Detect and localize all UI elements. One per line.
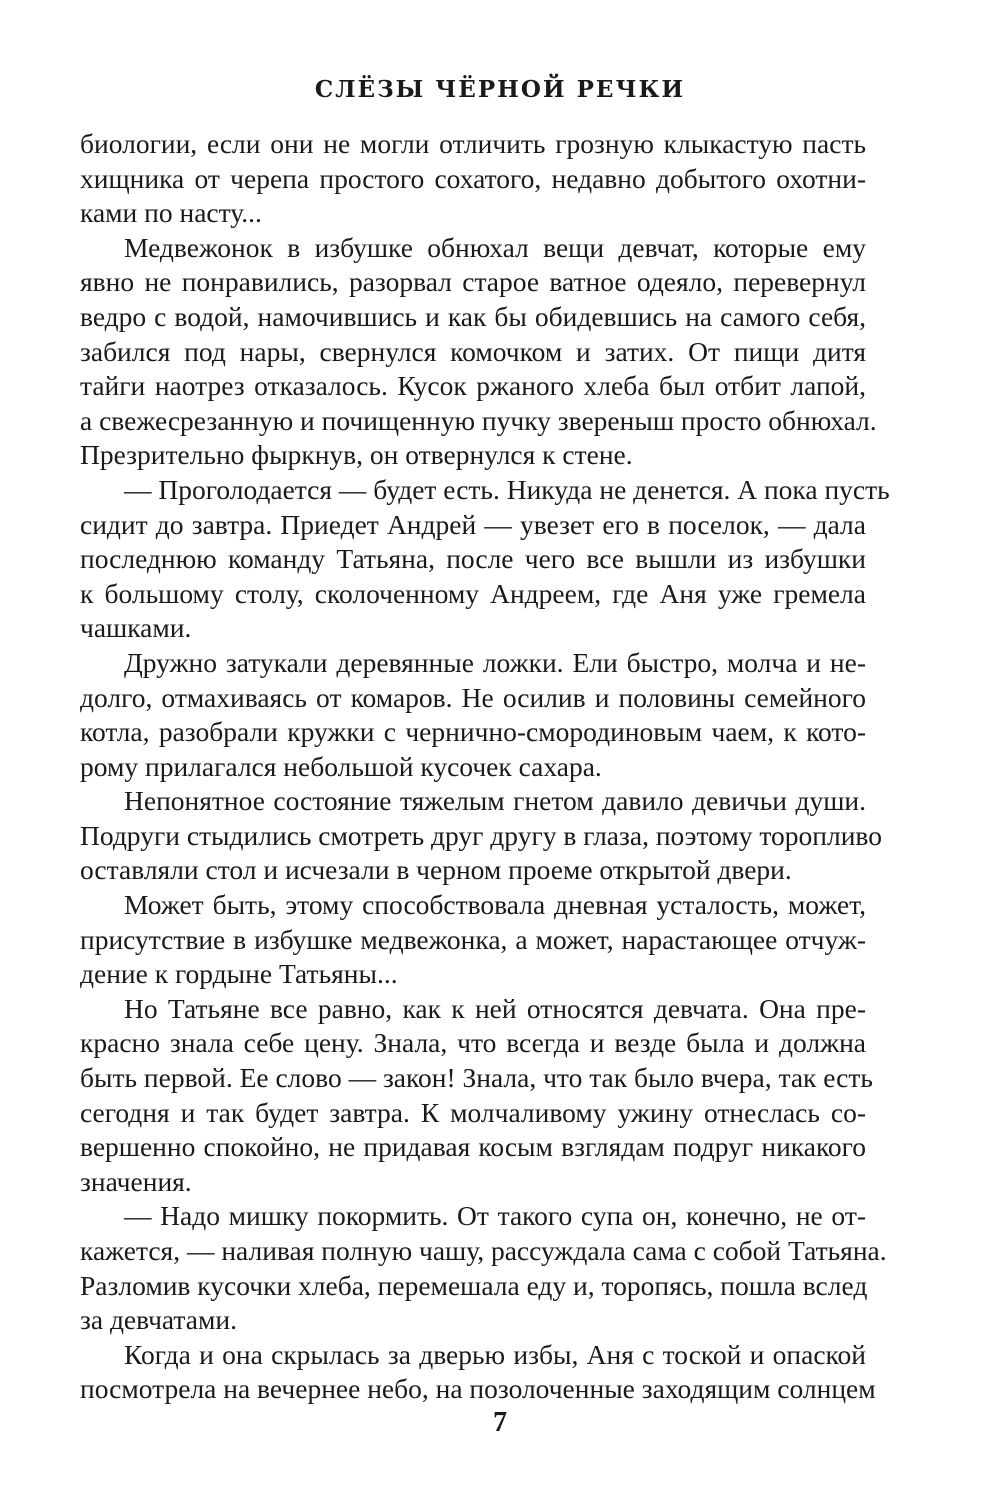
text-line: за девчатами. (80, 1304, 237, 1336)
paragraph (80, 473, 890, 646)
paragraph (80, 784, 882, 888)
text-line: посмотрела на вечернее небо, на позолоченные заходящим солнцем (80, 1373, 876, 1405)
text-line: значения. (80, 1165, 192, 1197)
text-line: ведро с водой, намочившись и как бы обидевшись на самого себя, (80, 300, 866, 332)
paragraph (80, 888, 866, 992)
text-line: Презрительно фыркнув, он отвернулся к стене. (80, 439, 633, 471)
text-line: сидит до завтра. Приедет Андрей — увезет его в поселок, — дала (80, 508, 866, 540)
paragraph (80, 992, 873, 1200)
text-line: чашками. (80, 612, 192, 644)
text-line: — Проголодается — будет есть. Никуда не денется. А пока пусть (124, 473, 890, 505)
text-line: котла, разобрали кружки с чернично-смородиновым чаем, к кото- (80, 716, 866, 748)
text-line: — Надо мишку покормить. От такого супа он, конечно, не от- (124, 1200, 866, 1232)
text-line: последнюю команду Татьяна, после чего все вышли из избушки (80, 543, 866, 575)
paragraph (80, 1199, 887, 1337)
text-line: рому прилагался небольшой кусочек сахара. (80, 750, 602, 782)
text-line: ками по насту... (80, 197, 262, 229)
text-line: оставляли стол и исчезали в черном проеме открытой двери. (80, 854, 792, 886)
text-line: присутствие в избушке медвежонка, а может, нарастающее отчуж- (80, 923, 866, 955)
paragraph (80, 1338, 876, 1407)
text-line: красно знала себе цену. Знала, что всегда и везде была и должна (80, 1027, 866, 1059)
text-line: Может быть, этому способствовала дневная усталость, может, (124, 889, 866, 921)
text-line: сегодня и так будет завтра. К молчаливому ужину отнеслась со- (80, 1096, 866, 1128)
text-line: Медвежонок в избушке обнюхал вещи девчат, которые ему (124, 231, 866, 263)
text-line: Но Татьяне все равно, как к ней относятся девчата. Она пре- (124, 992, 866, 1024)
text-line: дение к гордыне Татьяны... (80, 958, 398, 990)
page-number: 7 (493, 1407, 507, 1438)
paragraph (80, 231, 877, 473)
text-line: а свежесрезанную и почищенную пучку звереныш просто обнюхал. (80, 404, 877, 436)
text-line: кажется, — наливая полную чашу, рассуждала сама с собой Татьяна. (80, 1235, 887, 1266)
text-line: быть первой. Ее слово — закон! Знала, что так было вчера, так есть (80, 1062, 873, 1094)
text-line: биологии, если они не могли отличить грозную клыкастую пасть (80, 128, 866, 159)
text-line: хищника от черепа простого сохатого, недавно добытого охотни- (80, 162, 866, 194)
body-text (80, 127, 890, 1407)
paragraph (80, 127, 866, 231)
text-line: тайги наотрез отказалось. Кусок ржаного хлеба был отбит лапой, (80, 370, 866, 402)
text-line: забился под нары, свернулся комочком и затих. От пищи дитя (80, 335, 866, 367)
text-line: Когда и она скрылась за дверью избы, Аня с тоской и опаской (124, 1338, 866, 1370)
running-head: СЛЁЗЫ ЧЁРНОЙ РЕЧКИ (314, 76, 686, 103)
text-line: Подруги стыдились смотреть друг другу в глаза, поэтому торопливо (80, 819, 882, 851)
text-line: к большому столу, сколоченному Андреем, где Аня уже гремела (80, 577, 866, 609)
text-line: долго, отмахиваясь от комаров. Не осилив и половины семейного (80, 681, 866, 713)
text-line: вершенно спокойно, не придавая косым взглядам подруг никакого (80, 1131, 866, 1163)
text-line: Разломив кусочки хлеба, перемешала еду и, торопясь, пошла вслед (80, 1269, 868, 1301)
paragraph (80, 646, 866, 784)
text-line: явно не понравились, разорвал старое ватное одеяло, перевернул (80, 266, 866, 298)
text-line: Непонятное состояние тяжелым гнетом давило девичьи души. (124, 785, 866, 817)
text-line: Дружно затукали деревянные ложки. Ели быстро, молча и не- (124, 646, 866, 678)
